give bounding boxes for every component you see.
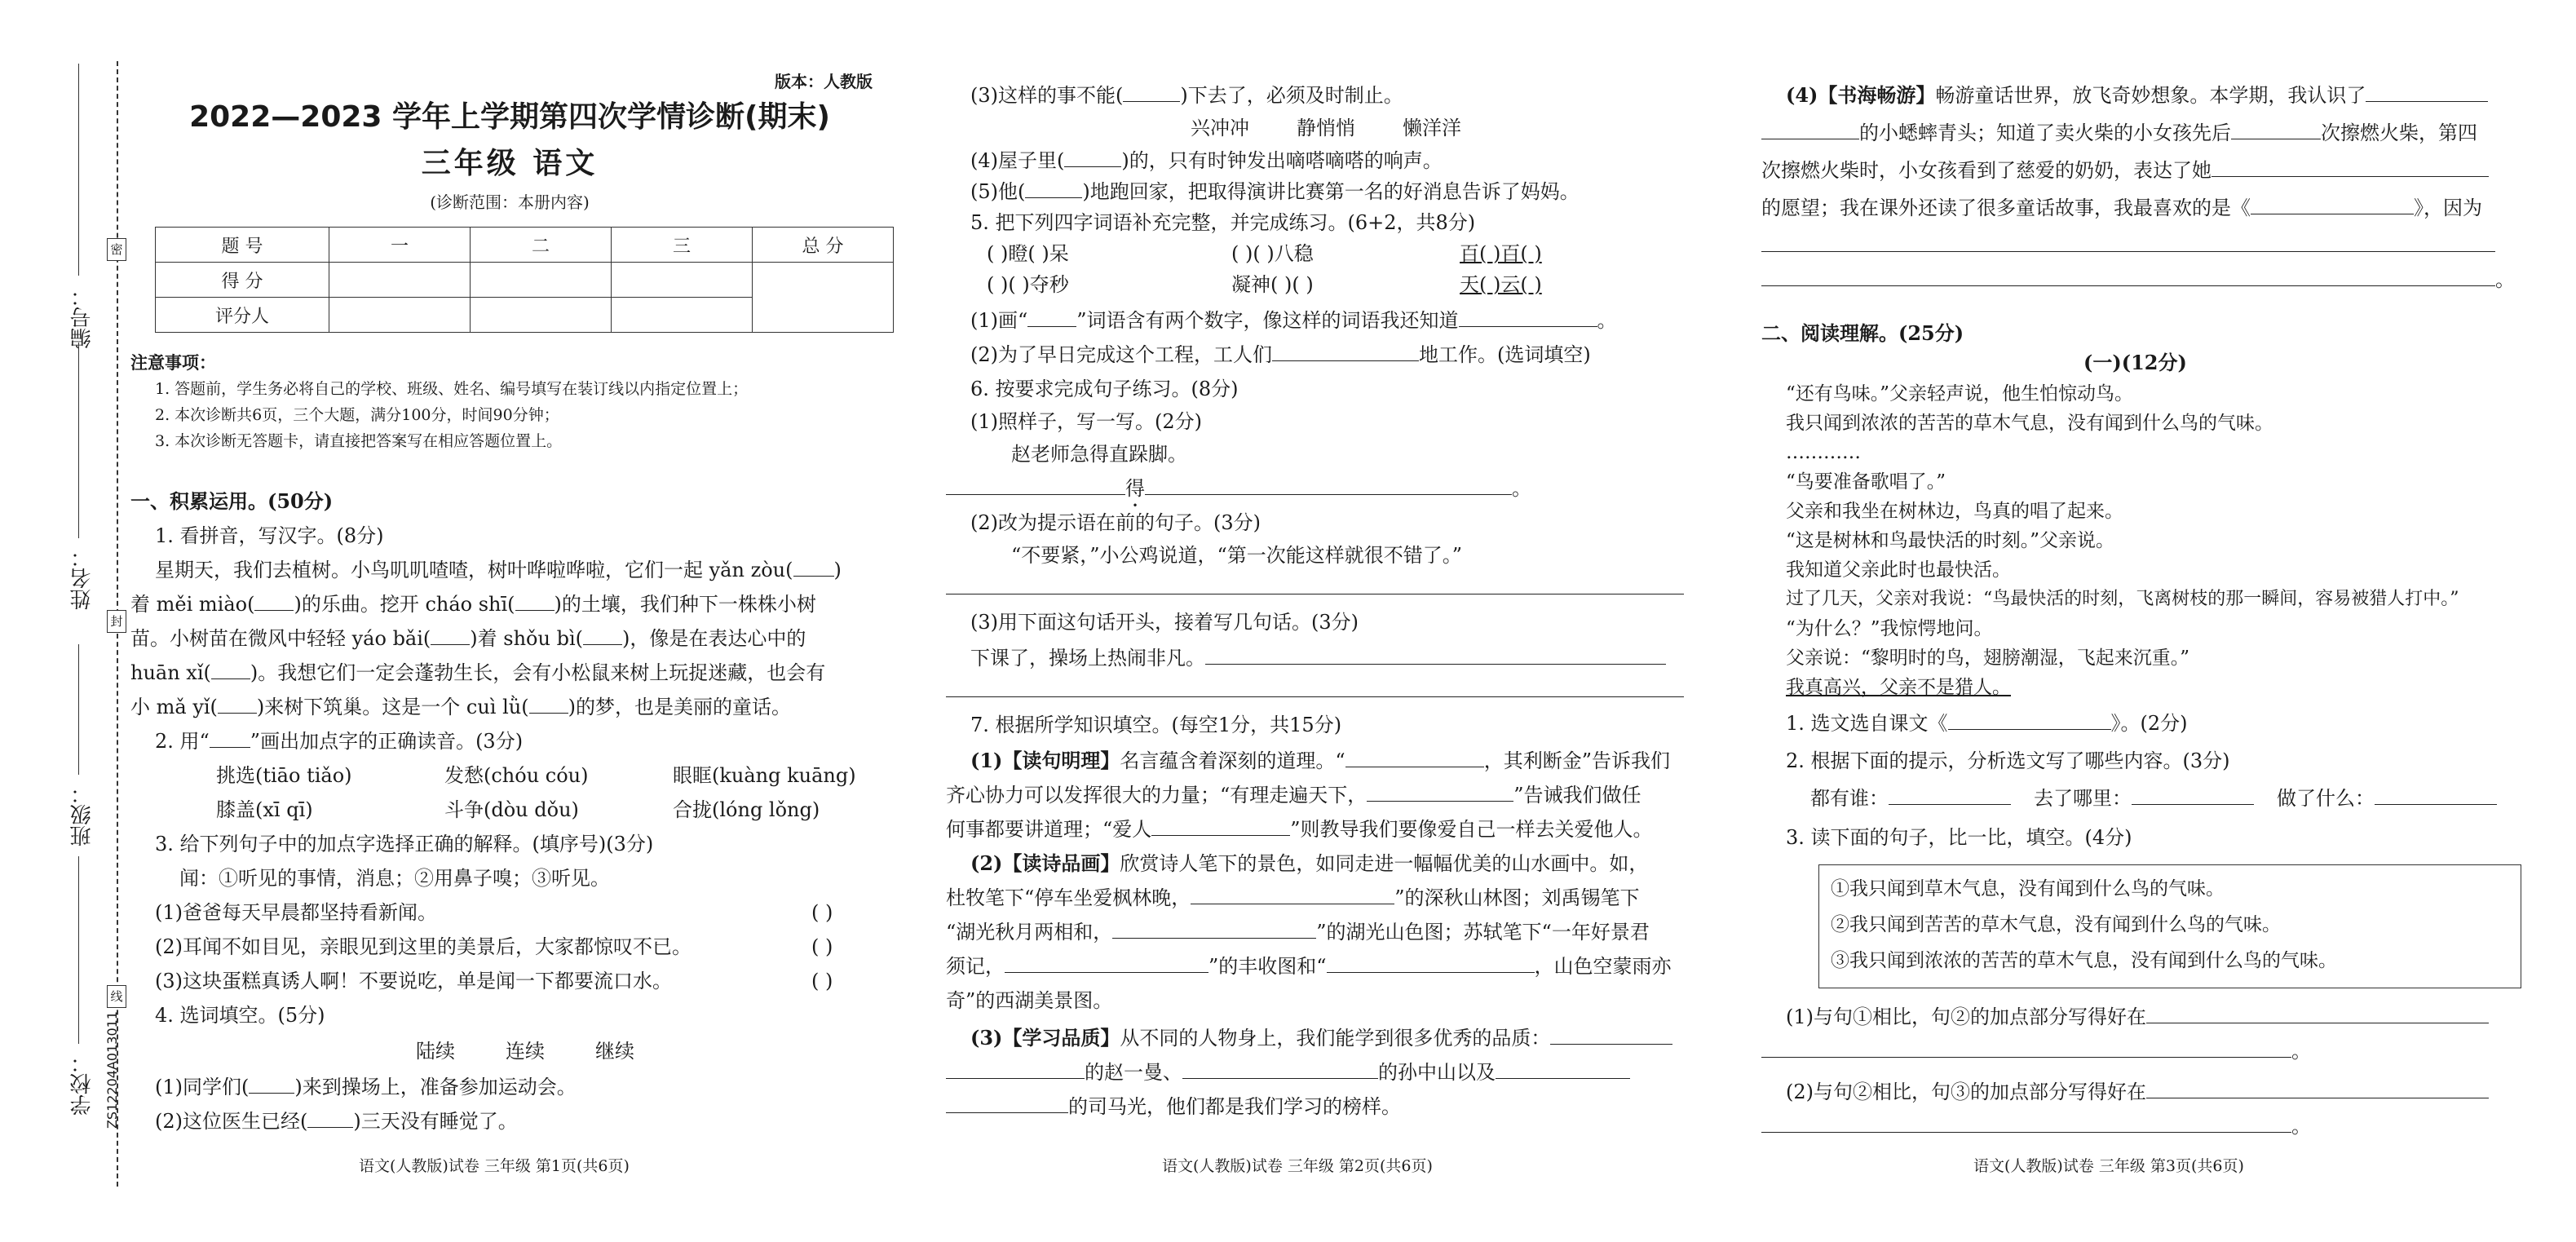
answer-blank[interactable] [793, 558, 834, 577]
reading-q3-sub-2-cont: 。 [1761, 1112, 2311, 1140]
page-3 [1761, 0, 2515, 1242]
question-1: 1. 看拼音，写汉字。(8分) [155, 524, 384, 547]
section-1-title: 一、积累运用。(50分) [130, 489, 334, 513]
answer-blank[interactable] [2375, 786, 2497, 805]
answer-blank[interactable] [946, 1094, 1068, 1113]
exam-title: 2022—2023 学年上学期第四次学情诊断(期末) [189, 100, 830, 134]
answer-blank[interactable] [1064, 148, 1121, 167]
comparison-box [1818, 864, 2521, 988]
question-6: 6. 按要求完成句子练习。(8分) [970, 378, 1239, 400]
question-7: 7. 根据所学知识填空。(每空1分，共15分) [970, 714, 1342, 736]
score-table [155, 227, 894, 333]
q7-sub-1: (1)【读句明理】名言蕴含着深刻的道理。“ ，其利断金”告诉我们 [970, 749, 1670, 772]
answer-blank[interactable] [1761, 1039, 2291, 1058]
q1-line-2: 着 měi miào( )的乐曲。挖开 cháo shī( )的土壤，我们种下一株株小树 [130, 593, 816, 616]
label-number: 编号： [70, 285, 95, 349]
answer-blank[interactable] [1112, 920, 1316, 939]
question-5: 5. 把下列四字词语补充完整，并完成练习。(6+2，共8分) [970, 211, 1476, 234]
q5-sub-1: (1)画“ ”词语含有两个数字，像这样的词语我还知道 。 [970, 309, 1617, 332]
q3-answer-paren[interactable]: ( ) [811, 901, 833, 924]
q4-item-1: (1)同学们( )来到操场上，准备参加运动会。 [155, 1076, 577, 1098]
q6-answer-line: 得 。 [946, 475, 1531, 511]
idiom-item[interactable]: ( )瞪( )呆 [987, 242, 1069, 265]
answer-blank[interactable] [1761, 121, 1859, 139]
answer-blank[interactable] [1948, 711, 2111, 730]
passage-line: 父亲和我坐在树林边，鸟真的唱了起来。 [1786, 501, 2123, 522]
question-4: 4. 选词填空。(5分) [155, 1004, 325, 1027]
q7-sub-2-cont: “湖光秋月两相和， ”的湖光山色图；苏轼笔下“一年好景君 [946, 921, 1650, 944]
passage-line: “为什么？”我惊愕地问。 [1786, 618, 1993, 639]
page-footer: 语文(人教版)试卷 三年级 第3页(共6页) [1973, 1157, 2244, 1175]
q6-sub-1: (1)照样子，写一写。(2分) [970, 410, 1202, 433]
answer-blank[interactable] [2231, 121, 2321, 139]
q7-sub-3-cont: 的赵一曼、 的孙中山以及 [946, 1059, 1630, 1086]
q7-sub-3: (3)【学习品质】从不同的人物身上，我们能学到很多优秀的品质： [946, 1024, 1672, 1052]
exam-scope: (诊断范围：本册内容) [430, 192, 590, 212]
answer-blank[interactable] [2251, 196, 2414, 214]
q7-sub-2-cont: 奇”的西湖美景图。 [946, 989, 1113, 1012]
q3-item: (3)这块蛋糕真诱人啊！不要说吃，单是闻一下都要流口水。 [155, 970, 672, 992]
q1-line-5: 小 mǎ yǐ( )来树下筑巢。这是一个 cuì lǜ( )的梦，也是美丽的童话。 [130, 696, 791, 718]
notice-item: 2. 本次诊断共6页，三个大题，满分100分，时间90分钟； [155, 406, 559, 424]
answer-blank[interactable] [1025, 179, 1082, 198]
q2-option[interactable]: 膝盖(xī qī) [216, 798, 313, 821]
answer-blank[interactable] [254, 592, 294, 611]
q7-sub-4-end: 。 [1761, 266, 2515, 294]
binding-gutter [0, 0, 130, 1242]
q2-option[interactable]: 眼眶(kuàng kuāng) [673, 764, 856, 787]
q3-item: (1)爸爸每天早晨都坚持看新闻。 [155, 901, 437, 924]
q4-word: 懒洋洋 [1403, 117, 1461, 139]
passage-line: 过了几天，父亲对我说：“鸟最快活的时刻，飞离树枝的那一瞬间，容易被猎人打中。” [1786, 589, 2459, 609]
q4-item-3: (3)这样的事不能( )下去了，必须及时制止。 [970, 84, 1403, 107]
field-school[interactable] [78, 856, 79, 1044]
answer-line[interactable] [1761, 228, 2495, 252]
reading-q2-fields: 都有谁： 去了哪里： 做了什么： [1761, 785, 2497, 812]
page-1 [130, 0, 905, 1242]
page-footer: 语文(人教版)试卷 三年级 第1页(共6页) [359, 1157, 630, 1175]
passage-line: “这是树林和鸟最快活的时刻。”父亲说。 [1786, 530, 2115, 551]
passage-title: (一)(12分) [2083, 351, 2187, 374]
q3-answer-paren[interactable]: ( ) [811, 935, 833, 958]
answer-blank[interactable] [946, 476, 1125, 495]
q2-option[interactable]: 发愁(chóu cóu) [444, 764, 589, 787]
q7-sub-4: (4)【书海畅游】畅游童话世界，放飞奇妙想象。本学期，我认识了 [1761, 82, 2488, 109]
answer-line[interactable] [946, 674, 1684, 697]
q6-sub-3: (3)用下面这句话开头，接着写几句话。(3分) [970, 611, 1359, 634]
q5-sub-2: (2)为了早日完成这个工程，工人们 地工作。(选词填空) [970, 343, 1591, 366]
reading-q3-sub-1-cont: 。 [1761, 1037, 2311, 1065]
passage-line: ………… [1786, 442, 1861, 463]
score-row-label: 得 分 [156, 263, 329, 298]
page-2 [946, 0, 1729, 1242]
q7-sub-1-cont: 何事都要讲道理；“爱人 ”则教导我们要像爱自己一样去关爱他人。 [946, 818, 1653, 841]
answer-blank[interactable] [307, 1109, 353, 1128]
q4-word: 静悄悄 [1297, 117, 1355, 139]
answer-blank[interactable] [1182, 1060, 1378, 1079]
reading-q2: 2. 根据下面的提示，分析选文写了哪些内容。(3分) [1786, 749, 2230, 772]
q1-line-3: 苗。小树苗在微风中轻轻 yáo bǎi( )着 shǒu bì( )，像是在表达心中的 [130, 627, 806, 650]
cut-mark-mi: 密 [107, 238, 126, 261]
answer-blank[interactable] [211, 661, 250, 679]
passage-line: “鸟要准备歌唱了。” [1786, 471, 1946, 493]
q6-start: 下课了，操场上热闹非凡。 [946, 644, 1666, 672]
answer-blank[interactable] [1761, 267, 2495, 286]
idiom-item[interactable]: 凝神( )( ) [1231, 273, 1314, 296]
score-header: 题 号 [156, 228, 329, 263]
q1-line-4: huān xǐ( )。我想它们一定会蓬勃生长，会有小松鼠来树上玩捉迷藏，也会有 [130, 661, 826, 684]
q6-sentence: “不要紧，”小公鸡说道，“第一次能这样就很不错了。” [1011, 544, 1463, 567]
answer-blank[interactable] [218, 695, 257, 714]
edition-label: 版本：人教版 [775, 72, 873, 91]
passage-line: 我知道父亲此时也最快活。 [1786, 559, 2011, 581]
answer-blank[interactable] [1459, 308, 1597, 327]
answer-blank[interactable] [1761, 1114, 2291, 1133]
comparison-sentence: ②我只闻到苦苦的草木气息，没有闻到什么鸟的气味。 [1831, 914, 2281, 935]
notice-title: 注意事项： [130, 352, 216, 373]
answer-blank[interactable] [1367, 783, 1513, 802]
idiom-item[interactable]: ( )( )八稳 [1231, 242, 1314, 265]
idiom-item[interactable]: ( )( )夺秒 [987, 273, 1069, 296]
cut-mark-feng: 封 [107, 610, 126, 633]
score-header: 一 [329, 228, 471, 263]
label-name: 姓名： [70, 546, 95, 610]
answer-blank[interactable] [2366, 83, 2488, 102]
answer-blank[interactable] [1123, 83, 1180, 102]
score-header: 总 分 [753, 228, 894, 263]
answer-blank[interactable] [946, 1060, 1085, 1079]
comparison-sentence: ①我只闻到草木气息，没有闻到什么鸟的气味。 [1831, 878, 2225, 899]
q2-option[interactable]: 合拢(lóng lǒng) [673, 798, 820, 821]
reading-q3-sub-1: (1)与句①相比，句②的加点部分写得好在 [1761, 1003, 2489, 1031]
field-name[interactable] [78, 343, 79, 538]
q4-item-4: (4)屋子里( )的，只有时钟发出嘀嗒嘀嗒的响声。 [970, 149, 1443, 172]
field-class[interactable] [78, 644, 79, 775]
q4-item-5: (5)他( )地跑回家，把取得演讲比赛第一名的好消息告诉了妈妈。 [970, 180, 1580, 203]
answer-blank[interactable] [1496, 1060, 1630, 1079]
q6-sub-2: (2)改为提示语在前的句子。(3分) [970, 511, 1261, 534]
q7-sub-4-cont: 的小蟋蟀青头；知道了卖火柴的小女孩先后 次擦燃火柴，第四 [1761, 119, 2477, 147]
answer-blank[interactable] [2211, 158, 2489, 177]
reading-q1: 1. 选文选自课文《 》。(2分) [1786, 712, 2188, 735]
question-3: 3. 给下列句子中的加点字选择正确的解释。(填序号)(3分) [155, 833, 654, 855]
section-2-title: 二、阅读理解。(25分) [1761, 321, 1964, 345]
answer-blank[interactable] [1005, 954, 1208, 973]
score-cell[interactable] [329, 263, 471, 298]
q2-option[interactable]: 挑选(tiāo tiǎo) [216, 764, 352, 787]
label-school: 学校： [70, 1052, 95, 1116]
answer-blank[interactable] [1327, 954, 1535, 973]
notice-item: 1. 答题前，学生务必将自己的学校、班级、姓名、编号填写在装订线以内指定位置上； [155, 380, 749, 398]
q7-sub-2-cont: 杜牧笔下“停车坐爱枫林晚， ”的深秋山林图；刘禹锡笔下 [946, 886, 1640, 909]
answer-blank[interactable] [1191, 886, 1394, 904]
answer-blank[interactable] [1889, 786, 2011, 805]
idiom-item[interactable]: 百( )百( ) [1460, 242, 1542, 265]
q4-word: 兴冲冲 [1191, 117, 1249, 139]
q7-sub-2-cont: 须记， ”的丰收图和“ ，山色空蒙雨亦 [946, 955, 1672, 978]
answer-blank[interactable] [1272, 343, 1419, 361]
cut-mark-xian: 线 [107, 985, 126, 1008]
field-number[interactable] [78, 64, 79, 276]
q2-option[interactable]: 斗争(dòu dǒu) [444, 798, 579, 821]
answer-line[interactable] [946, 571, 1684, 594]
label-class: 班级： [70, 783, 95, 846]
passage-line: 父亲说：“黎明时的鸟，翅膀潮湿，飞起来沉重。” [1786, 648, 2190, 669]
score-cell[interactable] [471, 263, 612, 298]
q3-answer-paren[interactable]: ( ) [811, 970, 833, 992]
answer-blank[interactable] [1151, 817, 1290, 836]
score-cell[interactable] [329, 298, 471, 333]
answer-blank[interactable] [529, 695, 568, 714]
serial-number: ZS12204A013011 [104, 1011, 120, 1129]
score-cell[interactable] [612, 298, 753, 333]
q3-definitions: 闻：①听见的事情，消息；②用鼻子嗅；③听见。 [179, 867, 610, 890]
score-cell[interactable] [612, 263, 753, 298]
q7-sub-3-cont: 的司马光，他们都是我们学习的榜样。 [946, 1093, 1401, 1120]
page-footer: 语文(人教版)试卷 三年级 第2页(共6页) [1162, 1157, 1433, 1175]
score-header: 三 [612, 228, 753, 263]
score-cell[interactable] [471, 298, 612, 333]
answer-blank[interactable] [1345, 749, 1484, 767]
question-2: 2. 用“ ”画出加点字的正确读音。(3分) [155, 730, 524, 753]
q4-word: 连续 [506, 1040, 545, 1063]
answer-blank[interactable] [431, 626, 470, 645]
reading-q3: 3. 读下面的句子，比一比，填空。(4分) [1786, 826, 2132, 849]
answer-blank[interactable] [1145, 476, 1512, 495]
idiom-item[interactable]: 天( )云( ) [1460, 273, 1542, 296]
answer-blank[interactable] [2132, 786, 2254, 805]
q6-example: 赵老师急得直跺脚。 [1011, 443, 1187, 466]
q7-sub-4-cont: 的愿望；我在课外还读了很多童话故事，我最喜欢的是《 》，因为 [1761, 197, 2482, 219]
answer-blank[interactable] [249, 1075, 294, 1094]
notice-item: 3. 本次诊断无答题卡，请直接把答案写在相应答题位置上。 [155, 432, 563, 450]
answer-blank[interactable] [583, 626, 622, 645]
q4-item-2: (2)这位医生已经( )三天没有睡觉了。 [155, 1110, 518, 1133]
q3-item: (2)耳闻不如目见，亲眼见到这里的美景后，大家都惊叹不已。 [155, 935, 691, 958]
passage-line: “还有鸟味。”父亲轻声说，他生怕惊动鸟。 [1786, 383, 2134, 404]
q1-line-1: 星期天，我们去植树。小鸟叽叽喳喳，树叶哗啦哗啦，它们一起 yǎn zòu( ) [155, 559, 842, 581]
q7-sub-4-cont: 次擦燃火柴时，小女孩看到了慈爱的奶奶，表达了她 [1761, 157, 2489, 184]
exam-subtitle: 三年级 语文 [421, 147, 599, 180]
answer-blank[interactable] [2146, 1005, 2489, 1023]
passage-line: 我真高兴，父亲不是猎人。 [1786, 677, 2011, 698]
answer-blank[interactable] [2146, 1080, 2489, 1098]
passage-line: 我只闻到浓浓的苦苦的草木气息，没有闻到什么鸟的气味。 [1786, 413, 2273, 434]
comparison-sentence: ③我只闻到浓浓的苦苦的草木气息，没有闻到什么鸟的气味。 [1831, 950, 2337, 971]
q7-sub-1-cont: 齐心协力可以发挥很大的力量；“有理走遍天下， ”告诫我们做任 [946, 784, 1641, 807]
answer-blank[interactable] [1550, 1026, 1672, 1045]
score-header: 二 [471, 228, 612, 263]
q7-sub-2: (2)【读诗品画】欣赏诗人笔下的景色，如同走进一幅幅优美的山水画中。如， [970, 851, 1649, 875]
answer-blank[interactable] [1205, 646, 1666, 665]
score-row-label: 评分人 [156, 298, 329, 333]
q4-word: 陆续 [416, 1040, 455, 1063]
q4-word: 继续 [595, 1040, 634, 1063]
score-total-cell[interactable] [753, 263, 894, 333]
reading-q3-sub-2: (2)与句②相比，句③的加点部分写得好在 [1761, 1078, 2489, 1106]
answer-blank[interactable] [515, 592, 555, 611]
